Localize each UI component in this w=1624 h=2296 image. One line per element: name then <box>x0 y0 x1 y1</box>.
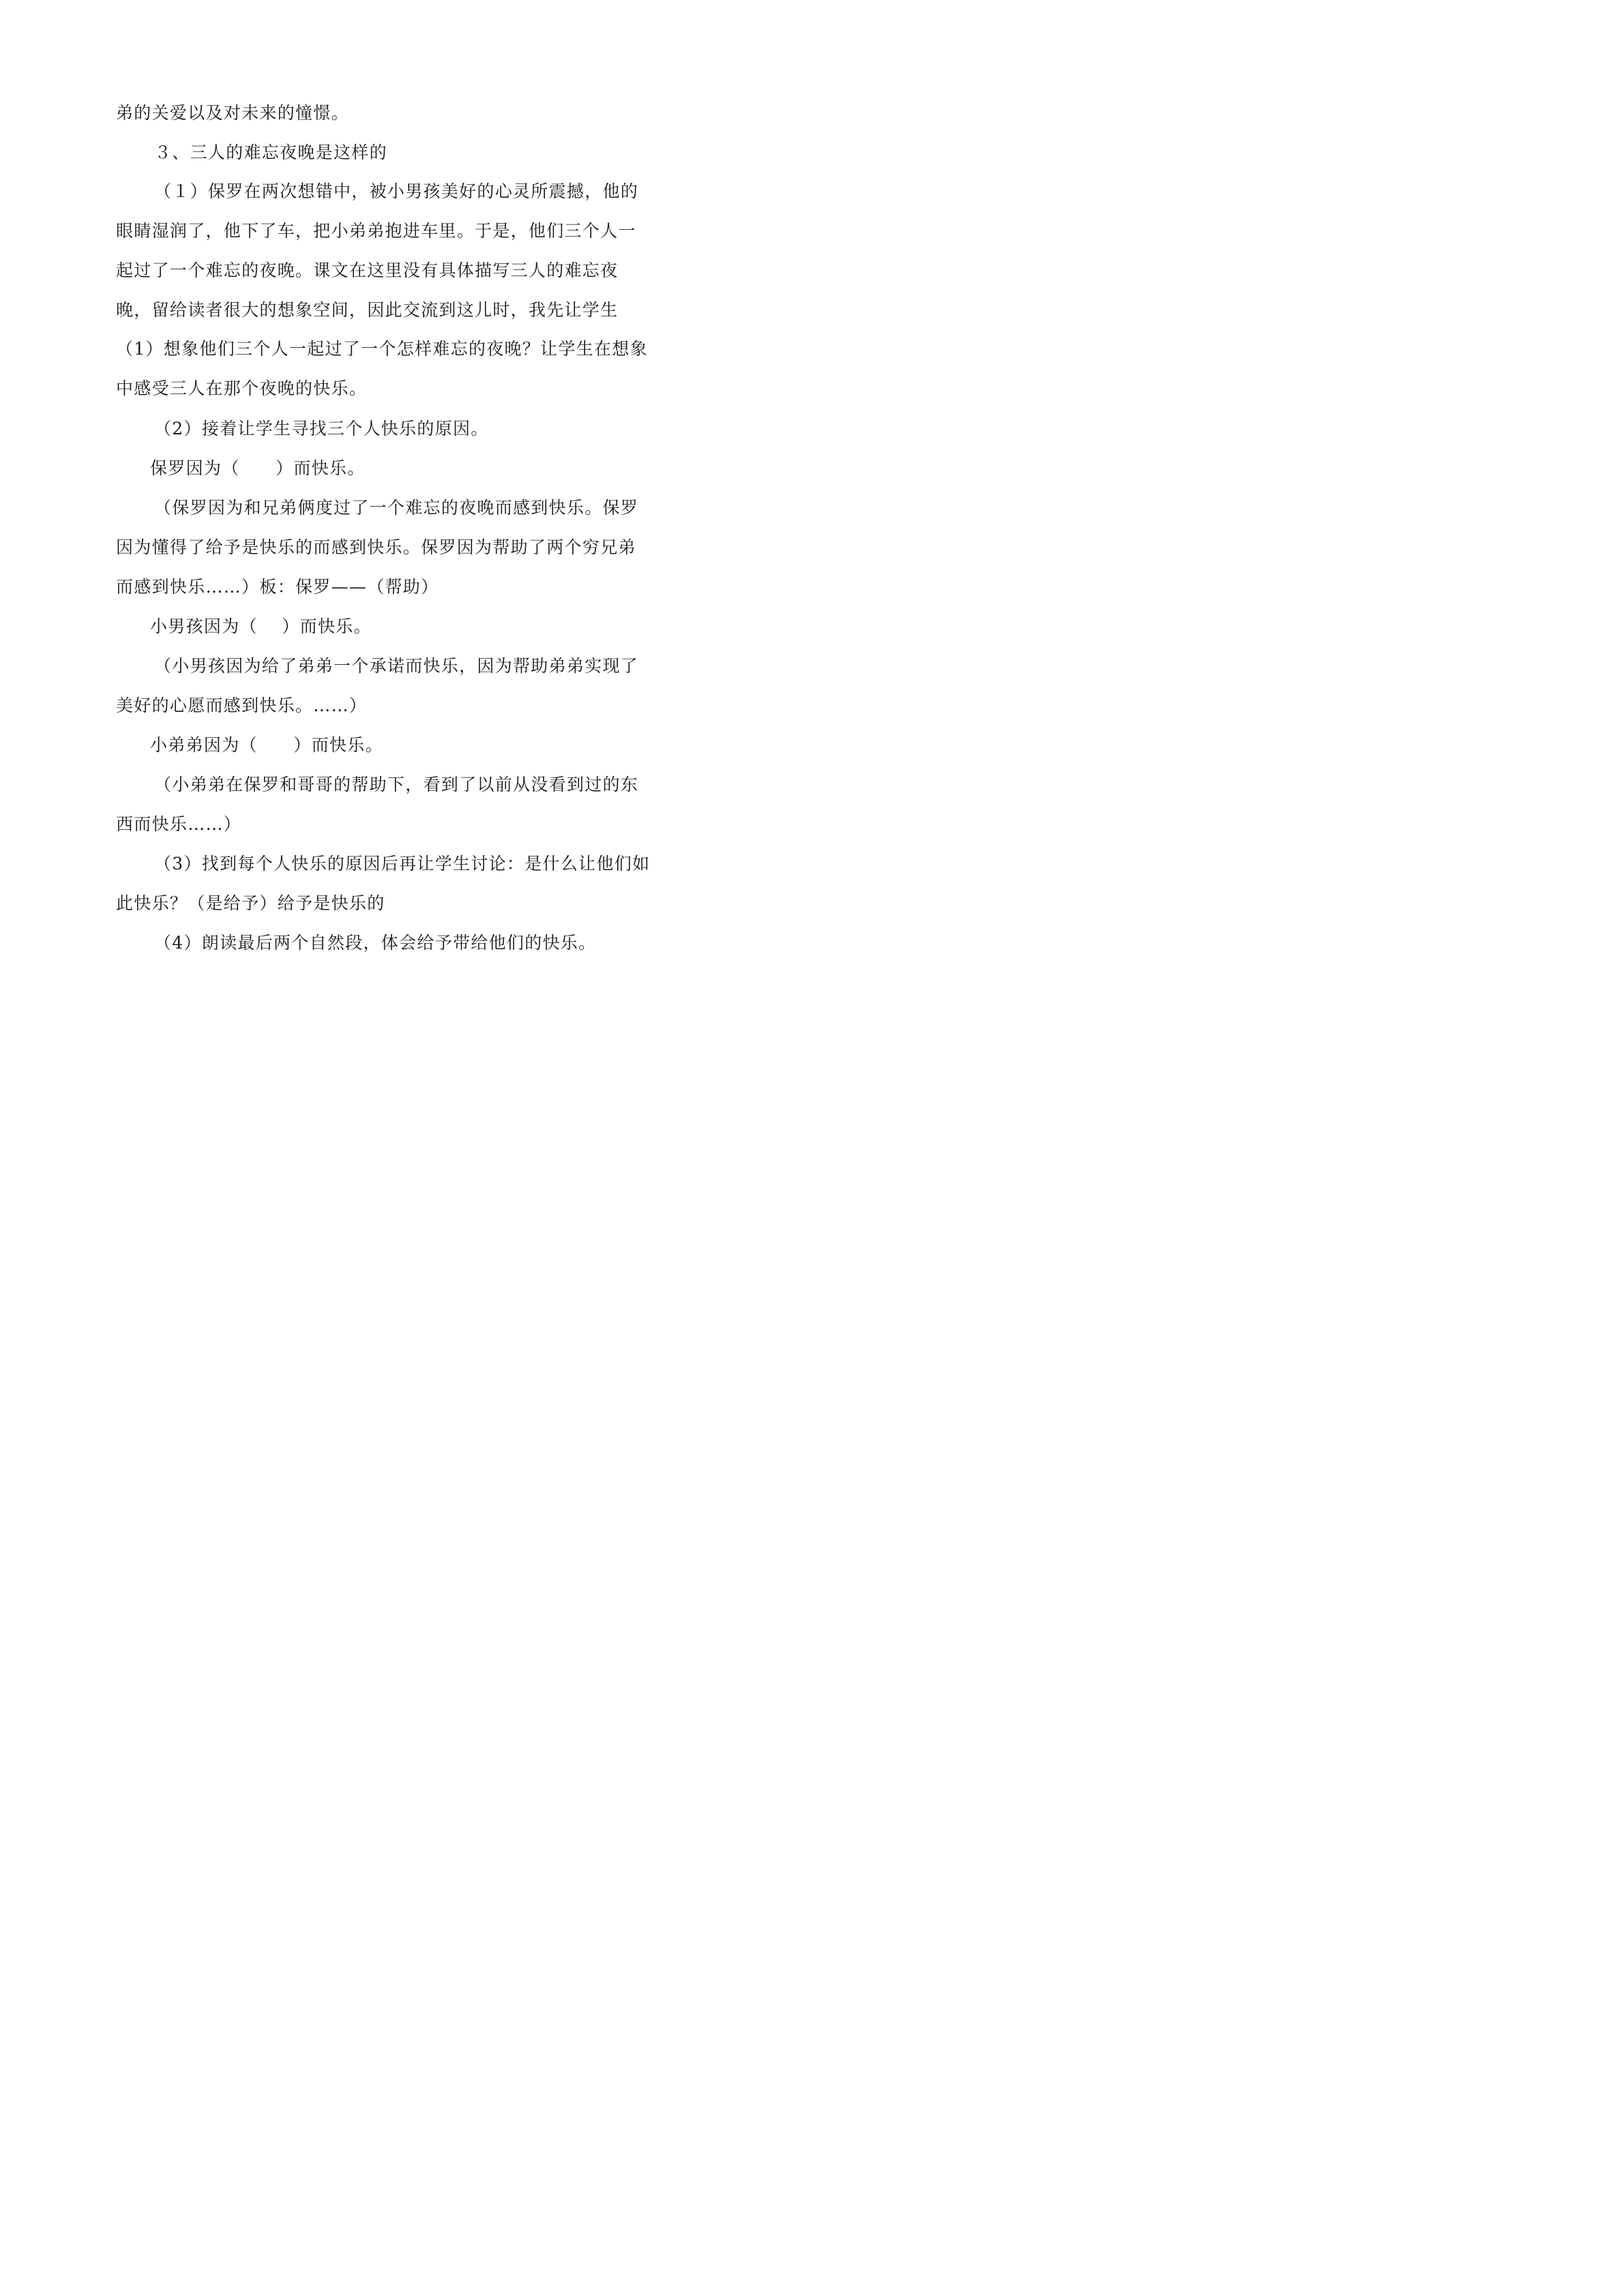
document-page <box>0 0 750 1060</box>
text-line: 小男孩因为（ ）而快乐。 <box>150 616 372 636</box>
text-line: （１）保罗在两次想错中，被小男孩美好的心灵所震撼，他的 <box>154 181 639 201</box>
text-line: 此快乐？（是给予）给予是快乐的 <box>116 893 385 913</box>
text-line: （小弟弟在保罗和哥哥的帮助下，看到了以前从没看到过的东 <box>154 775 639 794</box>
text-line: （4）朗读最后两个自然段，体会给予带给他们的快乐。 <box>154 933 597 953</box>
text-line: 眼睛湿润了，他下了车，把小弟弟抱进车里。于是，他们三个人一 <box>116 221 636 241</box>
text-line: 中感受三人在那个夜晚的快乐。 <box>116 378 368 398</box>
text-line: 美好的心愿而感到快乐。……） <box>116 696 368 715</box>
text-line: （1）想象他们三个人一起过了一个怎样难忘的夜晚？让学生在想象 <box>116 339 648 359</box>
text-line: 弟的关爱以及对未来的憧憬。 <box>116 103 349 123</box>
text-line: （保罗因为和兄弟俩度过了一个难忘的夜晚而感到快乐。保罗 <box>154 498 639 518</box>
text-line: 起过了一个难忘的夜晚。课文在这里没有具体描写三人的难忘夜 <box>116 260 619 280</box>
text-line: 晚，留给读者很大的想象空间，因此交流到这儿时，我先让学生 <box>116 300 619 320</box>
text-line: 因为懂得了给予是快乐的而感到快乐。保罗因为帮助了两个穷兄弟 <box>116 537 636 557</box>
text-line: （2）接着让学生寻找三个人快乐的原因。 <box>154 419 489 438</box>
text-line: 保罗因为（ ）而快乐。 <box>150 458 366 478</box>
text-line: 小弟弟因为（ ）而快乐。 <box>150 735 383 755</box>
text-line: 而感到快乐……）板：保罗——（帮助） <box>116 577 439 597</box>
section-heading: ３、三人的难忘夜晚是这样的 <box>154 143 387 162</box>
text-line: （小男孩因为给了弟弟一个承诺而快乐，因为帮助弟弟实现了 <box>154 656 639 676</box>
text-line: 西而快乐……） <box>116 814 242 834</box>
text-line: （3）找到每个人快乐的原因后再让学生讨论：是什么让他们如 <box>154 854 651 874</box>
